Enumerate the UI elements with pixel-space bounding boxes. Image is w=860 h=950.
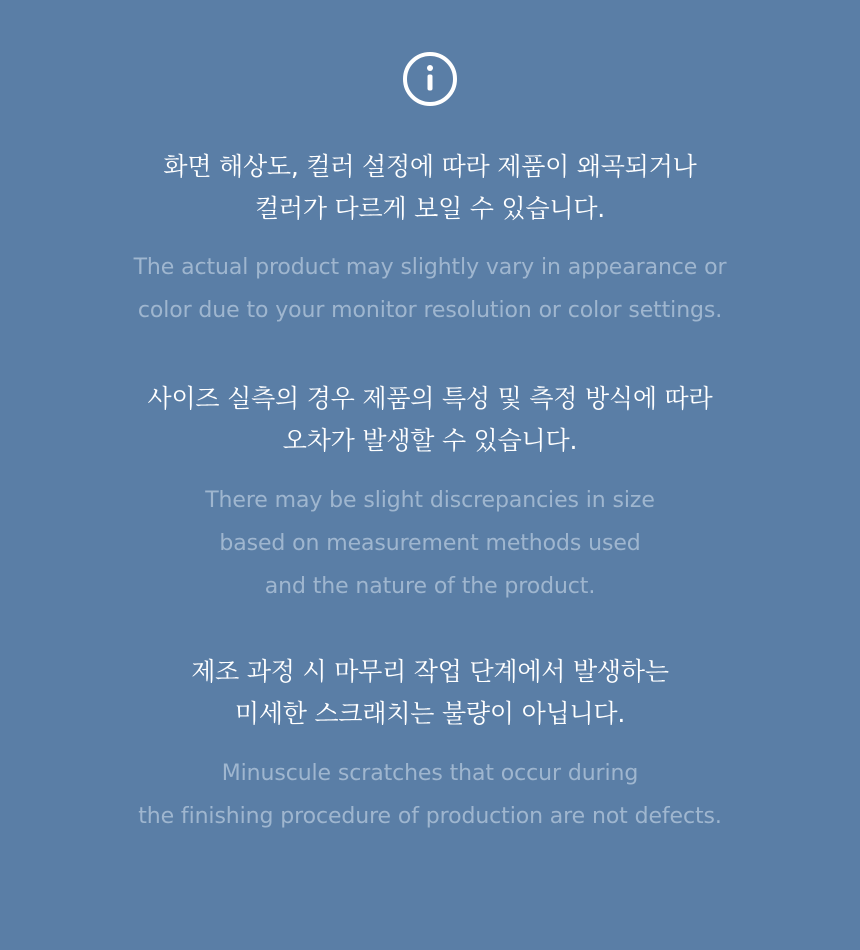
korean-line: 컬러가 다르게 보일 수 있습니다. xyxy=(254,194,606,223)
english-line: and the nature of the product. xyxy=(264,574,596,599)
korean-line: 제조 과정 시 마무리 작업 단계에서 발생하는 xyxy=(191,657,669,686)
english-line: the finishing procedure of production are not defects. xyxy=(138,804,722,829)
info-icon xyxy=(401,50,459,108)
korean-line: 화면 해상도, 컬러 설정에 따라 제품이 왜곡되거나 xyxy=(163,152,697,181)
notice-english-text xyxy=(0,479,860,608)
notice-size-measurement xyxy=(0,378,860,608)
korean-line: 미세한 스크래치는 불량이 아닙니다. xyxy=(234,699,626,728)
notice-korean-text xyxy=(0,651,860,735)
notice-english-text xyxy=(0,246,860,332)
notice-monitor-color xyxy=(0,146,860,332)
notice-korean-text xyxy=(0,378,860,462)
notice-scratches xyxy=(0,651,860,838)
korean-line: 오차가 발생할 수 있습니다. xyxy=(282,426,578,455)
notice-english-text xyxy=(0,752,860,838)
english-line: color due to your monitor resolution or color settings. xyxy=(137,298,723,323)
english-line: Minuscule scratches that occur during xyxy=(221,761,639,786)
korean-line: 사이즈 실측의 경우 제품의 특성 및 측정 방식에 따라 xyxy=(147,384,713,413)
english-line: The actual product may slightly vary in appearance or xyxy=(133,255,727,280)
notice-korean-text xyxy=(0,146,860,230)
english-line: There may be slight discrepancies in size xyxy=(205,488,655,513)
english-line: based on measurement methods used xyxy=(219,531,641,556)
